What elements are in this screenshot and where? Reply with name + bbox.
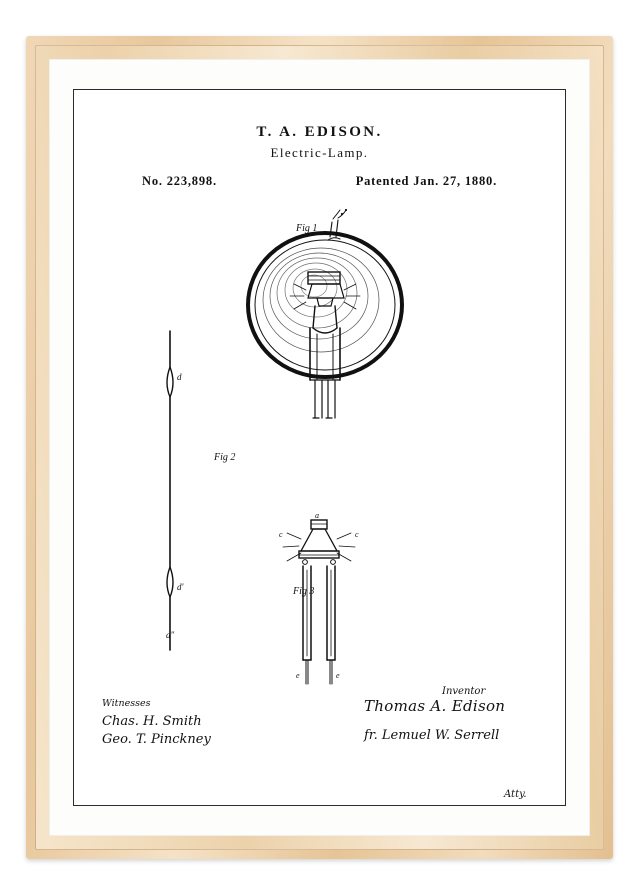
inventor-label: Inventor (442, 686, 486, 697)
witness-signature-1: Chas. H. Smith (102, 714, 202, 729)
fig-1-bulb-drawing (248, 209, 402, 418)
patent-sheet (73, 89, 566, 806)
fig-2-filament-drawing (166, 331, 185, 650)
svg-text:a: a (315, 511, 319, 520)
patent-title-heading: Electric-Lamp. (270, 145, 369, 160)
svg-text:e: e (336, 671, 340, 680)
patent-number: No. 223,898. (142, 174, 217, 188)
attorney-name: Lemuel W. Serrell (381, 728, 500, 743)
svg-text:d': d' (177, 582, 184, 592)
fig-1-label: Fig 1 (296, 223, 318, 234)
witness-signature-2: Geo. T. Pinckney (102, 732, 211, 747)
patent-date: Patented Jan. 27, 1880. (355, 174, 497, 188)
attorney-signature (364, 728, 554, 743)
fig-3-base-drawing (279, 511, 359, 684)
svg-text:c: c (279, 530, 283, 539)
svg-text:c: c (355, 530, 359, 539)
fig-3-label: Fig 3 (293, 586, 315, 597)
attorney-prefix: fr. (364, 728, 378, 743)
patent-inventor-heading: T. A. EDISON. (256, 124, 383, 140)
svg-text:e: e (296, 671, 300, 680)
svg-text:d: d (177, 372, 182, 382)
inventor-signature-block (364, 686, 554, 743)
witnesses-label: Witnesses (102, 698, 151, 709)
fig-2-label: Fig 2 (214, 452, 236, 463)
witness-signature-block (102, 698, 292, 747)
attorney-label: Atty. (504, 789, 527, 800)
inventor-signature: Thomas A. Edison (364, 697, 506, 715)
svg-text:d": d" (166, 630, 175, 640)
